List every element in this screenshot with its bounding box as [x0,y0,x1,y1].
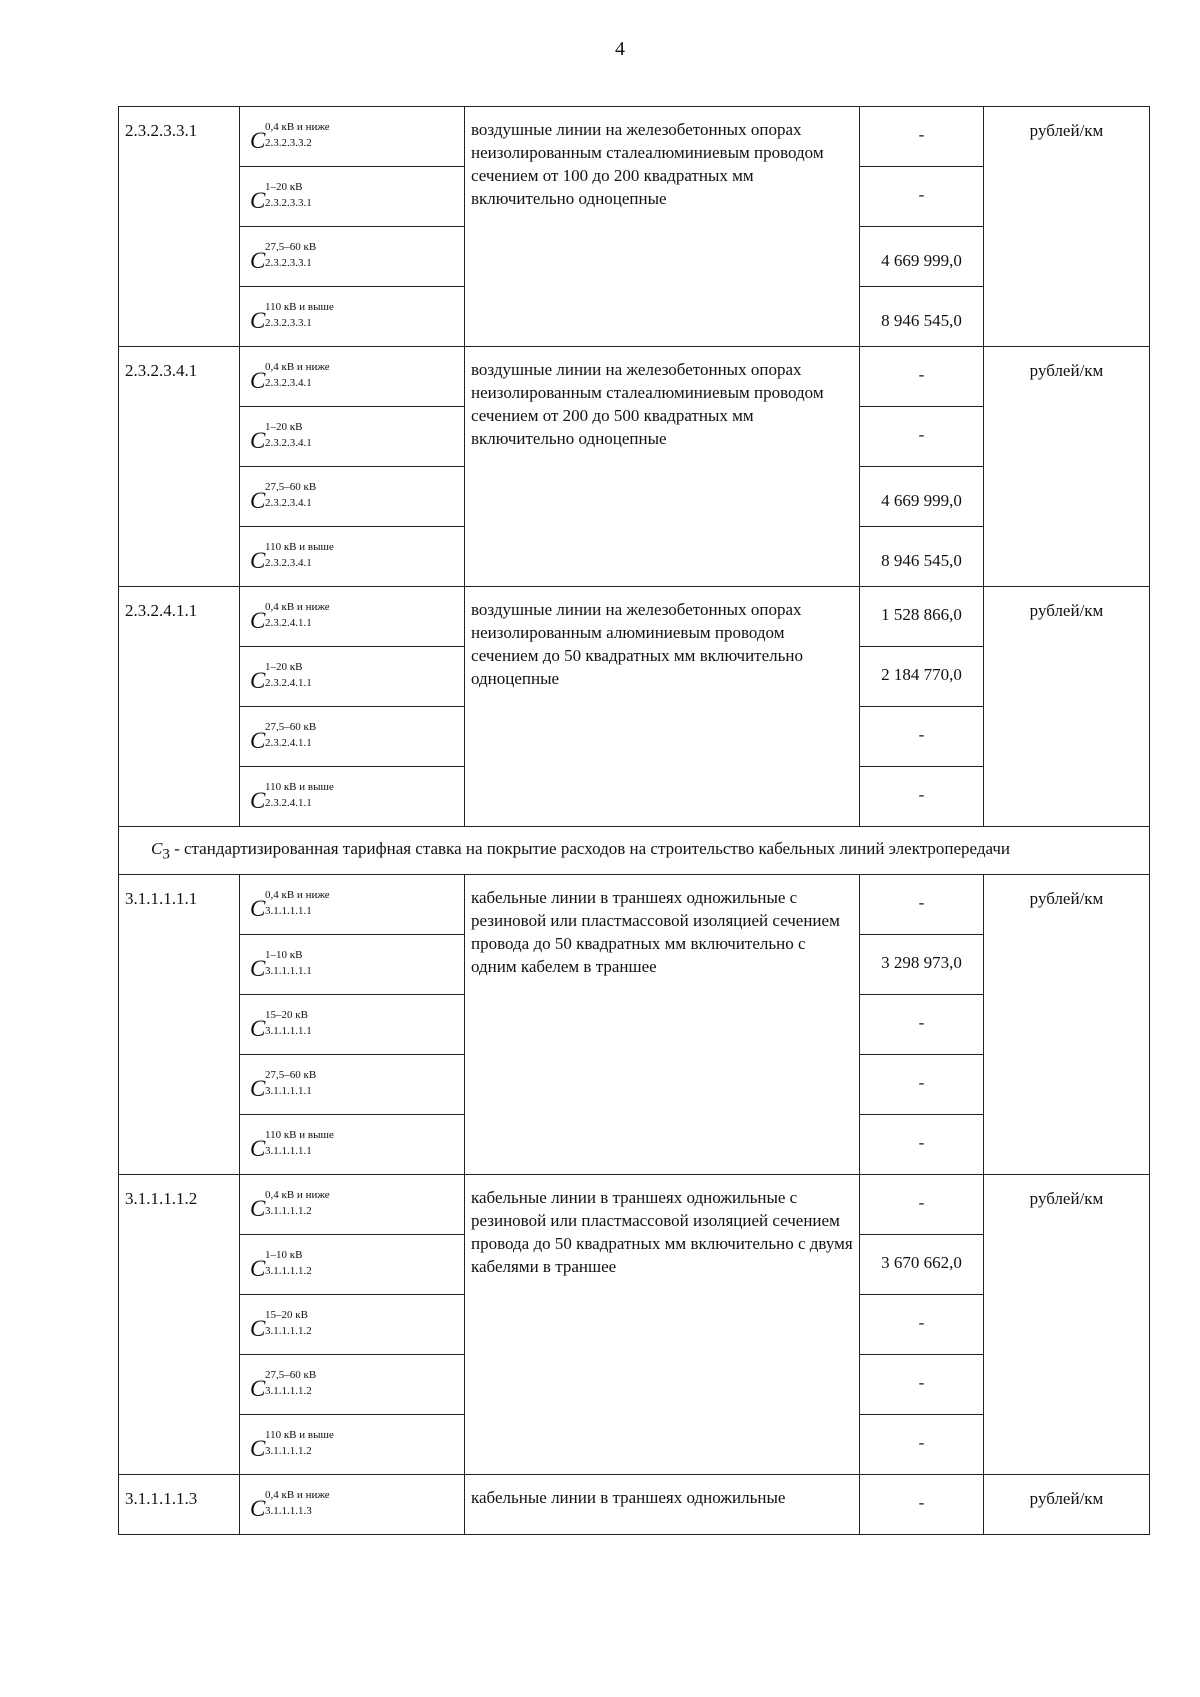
rate-symbol-letter: C [250,1016,266,1042]
rate-symbol-letter: C [250,248,266,273]
item-description: воздушные линии на железобетонных опорах неизолированным сталеалюминиевым проводом сечением от 200 до 500 квадратных мм включительно одноцепные [465,347,860,587]
rate-symbol-letter: C [250,788,266,813]
rate-value: - [860,107,984,167]
rate-symbol-index: 2.3.2.3.3.1 [265,317,312,329]
table-row [119,347,1150,407]
rate-value: 8 946 545,0 [860,287,984,347]
rate-symbol [240,935,465,995]
unit-label: рублей/км [984,107,1150,347]
item-code: 2.3.2.3.4.1 [119,347,240,587]
rate-symbol-letter: C [250,488,266,513]
unit-label: рублей/км [984,875,1150,1175]
rate-symbol-index: 2.3.2.3.4.1 [265,437,312,449]
item-code: 3.1.1.1.1.1 [119,875,240,1175]
tariff-table [118,106,1150,1535]
rate-symbol-letter: C [250,956,266,982]
rate-symbol-index: 2.3.2.3.4.1 [265,497,312,509]
item-description: кабельные линии в траншеях одножильные [465,1475,860,1535]
rate-symbol [240,1115,465,1175]
rate-symbol-index: 2.3.2.4.1.1 [265,617,312,629]
rate-symbol [240,1295,465,1355]
rate-symbol-voltage: 1–20 кВ [265,661,303,673]
unit-label: рублей/км [984,587,1150,827]
rate-value: - [860,1295,984,1355]
rate-symbol-voltage: 1–10 кВ [265,1249,303,1262]
rate-symbol-letter: C [250,1076,266,1102]
rate-symbol-index: 2.3.2.3.4.1 [265,557,312,569]
rate-symbol-voltage: 0,4 кВ и ниже [265,361,330,373]
unit-label: рублей/км [984,1475,1150,1535]
rate-symbol-letter: C [250,1256,266,1282]
section-text: - стандартизированная тарифная ставка на покрытие расходов на строительство кабельных линий электропередачи [169,839,1010,858]
section-header-group [119,827,1150,875]
rate-symbol [240,467,465,527]
item-code: 2.3.2.4.1.1 [119,587,240,827]
rate-value: 3 670 662,0 [860,1235,984,1295]
rate-value: - [860,1475,984,1535]
rate-symbol [240,767,465,827]
tariff-table-body-b [119,875,1150,1535]
rate-symbol-letter: C [250,1136,266,1162]
rate-symbol-letter: C [250,128,266,153]
rate-symbol-letter: C [250,668,266,693]
table-row [119,1175,1150,1235]
rate-symbol-letter: C [250,188,266,213]
rate-symbol [240,1475,465,1535]
rate-value: 1 528 866,0 [860,587,984,647]
table-row [119,107,1150,167]
table-row [119,587,1150,647]
rate-value: - [860,167,984,227]
rate-symbol-index: 3.1.1.1.1.1 [265,1085,312,1098]
rate-value: - [860,1055,984,1115]
rate-symbol-index: 2.3.2.4.1.1 [265,737,312,749]
rate-value: - [860,995,984,1055]
item-code: 2.3.2.3.3.1 [119,107,240,347]
rate-symbol [240,647,465,707]
rate-symbol-voltage: 27,5–60 кВ [265,721,317,733]
rate-value: - [860,875,984,935]
rate-symbol-voltage: 0,4 кВ и ниже [265,889,330,902]
rate-value: 8 946 545,0 [860,527,984,587]
rate-symbol [240,587,465,647]
rate-symbol-voltage: 15–20 кВ [265,1309,308,1322]
rate-symbol-letter: C [250,1196,266,1222]
rate-symbol-voltage: 1–10 кВ [265,949,303,962]
rate-symbol-index: 3.1.1.1.1.3 [265,1505,312,1518]
rate-symbol-index: 3.1.1.1.1.2 [265,1385,312,1398]
rate-symbol-letter: C [250,308,266,333]
rate-value: 4 669 999,0 [860,227,984,287]
rate-symbol-index: 3.1.1.1.1.2 [265,1205,312,1218]
rate-value: 2 184 770,0 [860,647,984,707]
rate-symbol-voltage: 15–20 кВ [265,1009,308,1022]
rate-value: - [860,407,984,467]
rate-symbol-letter: C [250,428,266,453]
rate-value: - [860,1415,984,1475]
rate-symbol [240,527,465,587]
rate-symbol-index: 3.1.1.1.1.2 [265,1325,312,1338]
rate-symbol-letter: C [250,1316,266,1342]
rate-symbol-index: 3.1.1.1.1.1 [265,1145,312,1158]
rate-symbol-voltage: 27,5–60 кВ [265,1369,317,1382]
rate-symbol-letter: C [250,728,266,753]
rate-symbol-voltage: 1–20 кВ [265,421,303,433]
rate-symbol [240,407,465,467]
unit-label: рублей/км [984,347,1150,587]
item-description: кабельные линии в траншеях одножильные с резиновой или пластмассовой изоляцией сечением провода до 50 квадратных мм включительно с одним кабелем в траншее [465,875,860,1175]
rate-symbol-index: 2.3.2.4.1.1 [265,677,312,689]
rate-value: 3 298 973,0 [860,935,984,995]
rate-symbol-voltage: 27,5–60 кВ [265,241,317,253]
rate-symbol [240,287,465,347]
rate-symbol-letter: C [250,1496,266,1522]
rate-symbol-voltage: 110 кВ и выше [265,541,334,553]
rate-value: - [860,1115,984,1175]
rate-symbol-letter: C [250,608,266,633]
rate-symbol-voltage: 110 кВ и выше [265,781,334,793]
rate-symbol [240,347,465,407]
rate-symbol-voltage: 110 кВ и выше [265,1129,334,1142]
rate-value: - [860,707,984,767]
section-symbol [151,839,170,863]
page-number: 4 [615,38,625,60]
rate-symbol-index: 2.3.2.3.3.1 [265,197,312,209]
rate-value: - [860,767,984,827]
rate-symbol-voltage: 27,5–60 кВ [265,481,317,493]
section-header [119,827,1150,875]
rate-symbol-index: 3.1.1.1.1.1 [265,905,312,918]
rate-symbol-index: 2.3.2.3.3.1 [265,257,312,269]
rate-symbol [240,707,465,767]
rate-symbol [240,1415,465,1475]
rate-symbol-voltage: 0,4 кВ и ниже [265,121,330,133]
rate-symbol-voltage: 0,4 кВ и ниже [265,1189,330,1202]
rate-symbol-voltage: 110 кВ и выше [265,301,334,313]
rate-symbol [240,227,465,287]
rate-value: - [860,347,984,407]
section-header-row [119,827,1150,875]
item-code: 3.1.1.1.1.2 [119,1175,240,1475]
section-symbol-letter: С [151,839,163,858]
rate-symbol-index: 3.1.1.1.1.1 [265,1025,312,1038]
rate-value: - [860,1175,984,1235]
rate-symbol-voltage: 0,4 кВ и ниже [265,601,330,613]
rate-symbol-letter: C [250,896,266,922]
section-symbol-subscript: 3 [162,846,170,863]
rate-symbol-letter: C [250,368,266,393]
rate-symbol-index: 2.3.2.3.4.1 [265,377,312,389]
rate-symbol [240,1055,465,1115]
table-row [119,875,1150,935]
rate-symbol-index: 3.1.1.1.1.1 [265,965,312,978]
rate-symbol-index: 3.1.1.1.1.2 [265,1445,312,1458]
rate-symbol-index: 3.1.1.1.1.2 [265,1265,312,1278]
rate-symbol [240,1235,465,1295]
rate-symbol-index: 2.3.2.4.1.1 [265,797,312,809]
item-code: 3.1.1.1.1.3 [119,1475,240,1535]
rate-symbol-index: 2.3.2.3.3.2 [265,137,312,149]
rate-symbol-letter: C [250,548,266,573]
item-description: кабельные линии в траншеях одножильные с резиновой или пластмассовой изоляцией сечением провода до 50 квадратных мм включительно с двумя кабелями в траншее [465,1175,860,1475]
rate-symbol [240,107,465,167]
rate-symbol [240,167,465,227]
item-description: воздушные линии на железобетонных опорах неизолированным сталеалюминиевым проводом сечением от 100 до 200 квадратных мм включительно одноцепные [465,107,860,347]
rate-value: 4 669 999,0 [860,467,984,527]
rate-value: - [860,1355,984,1415]
rate-symbol-letter: C [250,1436,266,1462]
tariff-table-body-a [119,107,1150,827]
rate-symbol-voltage: 1–20 кВ [265,181,303,193]
table-row [119,1475,1150,1535]
rate-symbol [240,995,465,1055]
rate-symbol-voltage: 0,4 кВ и ниже [265,1489,330,1502]
rate-symbol-voltage: 110 кВ и выше [265,1429,334,1442]
rate-symbol-letter: C [250,1376,266,1402]
rate-symbol-voltage: 27,5–60 кВ [265,1069,317,1082]
rate-symbol [240,1175,465,1235]
rate-symbol [240,1355,465,1415]
item-description: воздушные линии на железобетонных опорах неизолированным алюминиевым проводом сечением до 50 квадратных мм включительно одноцепные [465,587,860,827]
unit-label: рублей/км [984,1175,1150,1475]
rate-symbol [240,875,465,935]
